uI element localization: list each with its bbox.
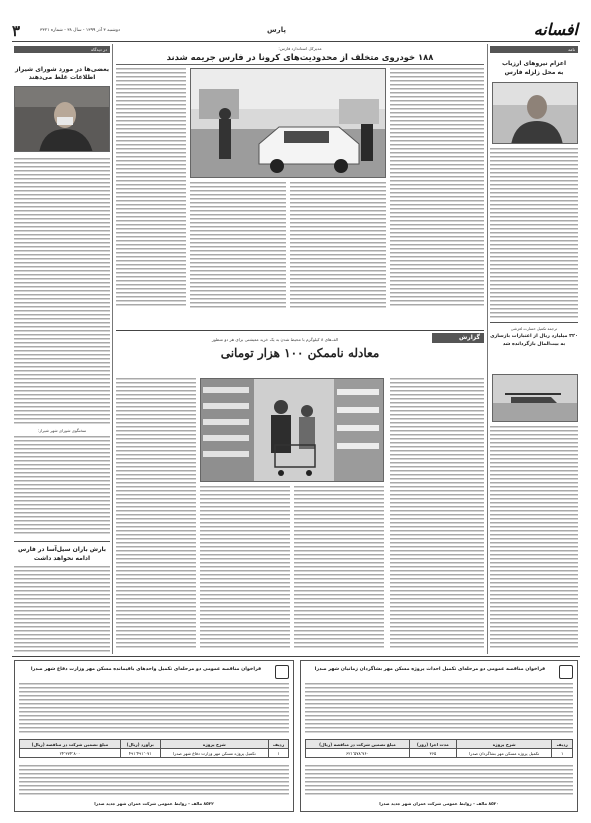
- left-headline-2: اطلاعات غلط می‌دهند: [28, 74, 96, 81]
- section-title: پارس: [267, 26, 286, 34]
- ad-left-footer: ۸۵۲۲ مالف - روابط عمومی شرکت عمران شهر جدید صدرا: [94, 801, 214, 806]
- right-article-2-text: [490, 426, 578, 650]
- ad-right-th-3: مدت اجرا (روز): [409, 740, 456, 749]
- supermarket-photo: [200, 378, 384, 482]
- report-tag-label: گزارش: [458, 334, 480, 341]
- ad-right-th-2: شرح پروژه: [456, 740, 552, 749]
- center-top-kicker: مدیرکل استاندارد فارس:: [278, 46, 322, 51]
- ad-left-body-text: [19, 683, 289, 733]
- left-article-3-text: [14, 566, 110, 652]
- ad-left-td-3: ۴۹۱٬۴۹۱٬۰۷۱: [120, 749, 160, 758]
- supermarket-image-icon: [200, 379, 383, 482]
- left-tag: [14, 46, 110, 53]
- ad-left-th-3: برآورد (ریال): [120, 740, 160, 749]
- report-text-col4: [390, 378, 484, 650]
- right-mid-divider: [490, 322, 578, 323]
- left-headline-1: بعضی‌ها در مورد شورای شیراز: [14, 66, 110, 73]
- report-headline: معادله ناممکن ۱۰۰ هزار تومانی: [220, 346, 380, 360]
- ad-right-logo-icon: [559, 665, 573, 679]
- ad-right-th-1: ردیف: [552, 740, 573, 749]
- report-text-col1: [116, 378, 196, 650]
- newspaper-logo: افسانه: [533, 20, 578, 39]
- official-portrait-icon: [492, 83, 577, 144]
- ad-left-th-1: ردیف: [269, 740, 289, 749]
- header-rule: [12, 41, 580, 42]
- ad-right-td-3: ۳۶۵: [409, 749, 456, 758]
- right-tag-label: نامه: [568, 47, 575, 52]
- helicopter-photo: [492, 374, 578, 422]
- ad-left-th-2: شرح پروژه: [160, 740, 268, 749]
- report-subhead: الف‌های ۸ کیلوگرم با محیط شدن به یک خرید معیشتی برای هر دو منظور: [211, 337, 339, 342]
- col-divider-right: [487, 44, 488, 654]
- ad-left-td-1: ۱: [269, 749, 289, 758]
- ad-left-th-4: مبلغ تضمین شرکت در مناقصه (ریال): [20, 740, 121, 749]
- ad-left-td-4: ۲۴٬۳۷۴٬۸۰۰: [20, 749, 121, 758]
- right-headline-1: اعزام نیروهای ارزیاب: [501, 60, 567, 67]
- right-mid-headline-1: ۴۲۰ میلیارد ریال از اعتبارات بازسازی: [490, 334, 578, 339]
- ad-box-right: [300, 660, 578, 812]
- left-bottom-headline-2: ادامه نخواهد داشت: [33, 555, 91, 562]
- traffic-cars-image-icon: [190, 69, 385, 178]
- report-text-col3: [294, 486, 384, 650]
- ad-box-left: [14, 660, 294, 812]
- left-kicker: سخنگوی شورای شهر شیراز:: [37, 428, 87, 433]
- report-tag: [432, 333, 484, 343]
- center-top-text-col2: [190, 182, 286, 308]
- left-portrait-photo: [14, 86, 110, 152]
- ad-right-body-text: [305, 683, 573, 733]
- aerial-image-icon: [492, 375, 577, 422]
- ad-right-td-1: ۱: [552, 749, 573, 758]
- left-article-1-text: [14, 158, 110, 426]
- issue-date: دوشنبه ۳ آذر ۱۳۹۹ - سال ۳۸ - شماره ۳۳۲۱: [40, 28, 120, 33]
- center-top-text-col1: [116, 68, 186, 308]
- ad-left-title: فراخوان مناقصه عمومی دو مرحله‌ای تکمیل واحدهای باقیمانده مسکن مهر وزارت دفاع شهر صدرا: [30, 667, 262, 672]
- ad-right-table: [305, 739, 573, 758]
- center-top-headline: ۱۸۸ خودروی متخلف از محدودیت‌های کرونا در فارس جریمه شدند: [166, 52, 434, 62]
- right-tag: [490, 46, 578, 53]
- ad-left-terms-text: [19, 765, 289, 797]
- ads-top-rule: [12, 656, 580, 657]
- report-rule: [116, 330, 484, 331]
- right-mid-kicker: ترجمه تکمیل خسارت لغزشی: [510, 326, 558, 331]
- ad-right-title: فراخوان مناقصه عمومی دو مرحله‌ای تکمیل احداث پروژه مسکن مهر بشاگردان زمانیان شهر صدرا: [314, 667, 546, 672]
- person-photo-icon: [14, 87, 109, 152]
- ad-left-td-2: تکمیل پروژه مسکن مهر وزارت دفاع شهر صدرا: [160, 749, 268, 758]
- center-top-rule: [116, 64, 484, 65]
- center-top-text-col3: [290, 182, 386, 308]
- ad-right-td-4: ۶۲۱٬۵۷۸٬۷۶۰: [306, 749, 410, 758]
- left-article-2-text: [14, 436, 110, 536]
- ad-right-th-4: مبلغ تضمین شرکت در مناقصه (ریال): [306, 740, 410, 749]
- ad-left-table: [19, 739, 289, 758]
- traffic-photo: [190, 68, 386, 178]
- ad-left-logo-icon: [275, 665, 289, 679]
- right-mid-headline-2: به بیت‌المال بازگردانده شد: [502, 342, 566, 347]
- right-portrait-photo: [492, 82, 578, 144]
- center-top-text-col4: [390, 68, 484, 308]
- page-header: [12, 20, 580, 40]
- right-article-1-text: [490, 148, 578, 318]
- left-bottom-headline-1: بارش باران سیل‌آسا در فارس: [17, 546, 107, 553]
- left-tag-label: در دیدگاه: [91, 47, 107, 52]
- col-divider-left: [112, 44, 113, 654]
- ad-right-td-2: تکمیل پروژه مسکن مهر بشاگردان صدرا: [456, 749, 552, 758]
- ad-right-footer: ۸۵۲۰ مالف - روابط عمومی شرکت عمران شهر جدید صدرا: [379, 801, 499, 806]
- report-text-col2: [200, 486, 290, 650]
- left-divider: [14, 541, 110, 542]
- ad-right-terms-text: [305, 765, 573, 797]
- right-headline-2: به محل زلزله فارس: [504, 69, 564, 76]
- page-number: ۳: [12, 22, 21, 40]
